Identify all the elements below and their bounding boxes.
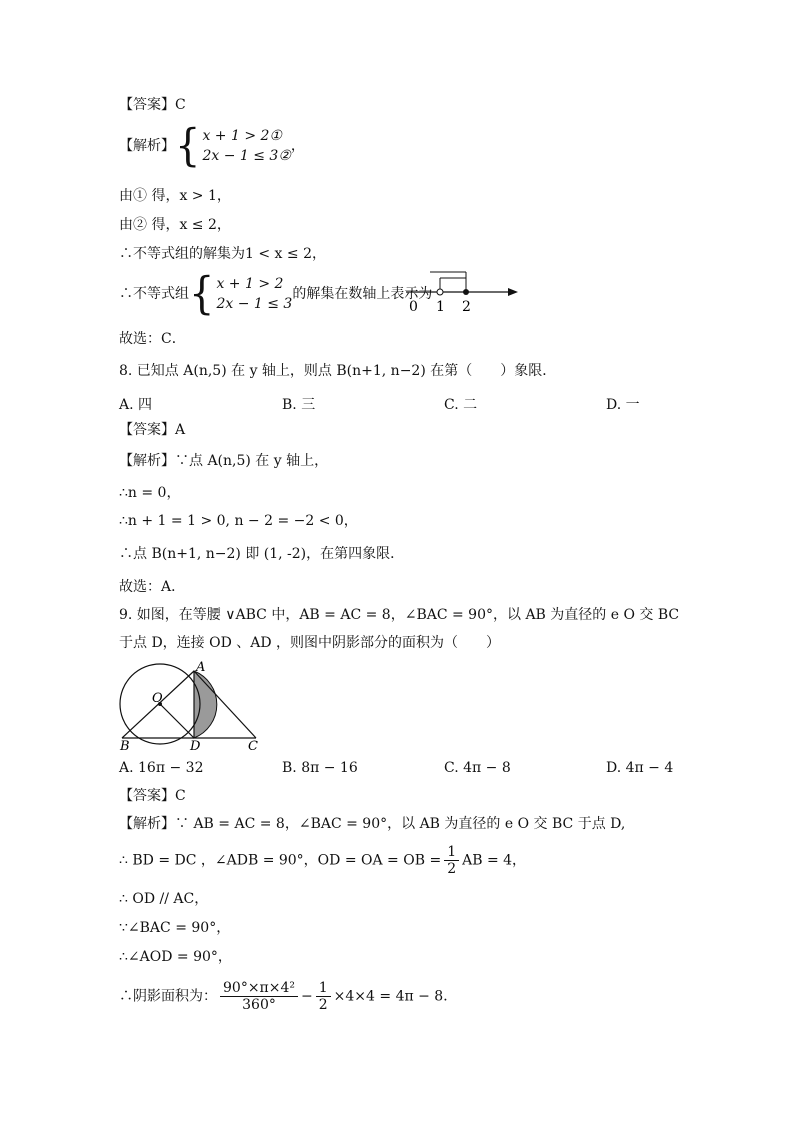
q8-option-a: A. 四 (119, 397, 153, 413)
tick-0: 0 (409, 299, 418, 315)
q7-system-2: x + 1 > 2 2x − 1 ≤ 3 (216, 276, 293, 312)
fraction-sector: $\frac{\text{90°×π×4²}}{360^\circ}$ (220, 980, 298, 1013)
q9-analysis-2: ∴ BD = DC ，∠ADB = 90°，OD = OA = OB = $\frac{1}{2}$ AB = 4， (119, 844, 527, 877)
q9-geometry-figure (112, 660, 272, 752)
q9-stem-1: 9. 如图，在等腰 ∨ABC 中，AB = AC = 8，∠BAC = 90°，以 AB 为直径的 e O 交 BC (119, 607, 680, 623)
q9-analysis-3: ∴ OD // AC， (119, 891, 209, 907)
q9-option-c: C. 4π − 8 (444, 760, 511, 776)
label-d: D (190, 739, 201, 752)
q8-answer: 【答案】A (119, 422, 186, 438)
q7-conclusion: 故选：C． (119, 331, 186, 347)
q7-step3: ∴不等式组的解集为1 < x ≤ 2， (119, 246, 326, 262)
label-o: O (152, 691, 163, 706)
q8-conclusion: 故选：A． (119, 579, 186, 595)
q9-option-d: D. 4π − 4 (606, 760, 674, 776)
q9-analysis-4: ∵∠BAC = 90°， (119, 920, 231, 936)
q8-stem: 8. 已知点 A(n,5) 在 y 轴上，则点 B(n+1, n−2) 在第（ ）象限． (119, 363, 557, 379)
q8-analysis-2: ∴n = 0， (119, 485, 181, 501)
q7-system: x + 1 > 2① 2x − 1 ≤ 3② (202, 128, 291, 164)
q7-answer: 【答案】C (119, 97, 186, 113)
brace-icon: { (189, 268, 215, 320)
label-b: B (120, 739, 130, 752)
q8-analysis-3: ∴n + 1 = 1 > 0, n − 2 = −2 < 0， (119, 513, 358, 529)
q9-analysis-5: ∴∠AOD = 90°， (119, 949, 232, 965)
q7-analysis-system: 【解析】{ x + 1 > 2① 2x − 1 ≤ 3② ， (119, 120, 305, 172)
fraction-triangle: $\frac{1}{2}$ (316, 980, 331, 1013)
q8-option-c: C. 二 (444, 397, 478, 413)
q7-step2: 由② 得，x ≤ 2， (119, 217, 231, 233)
brace-icon: { (175, 120, 201, 172)
q9-answer: 【答案】C (119, 788, 186, 804)
q8-option-d: D. 一 (606, 397, 640, 413)
q7-analysis-label: 【解析】 (119, 138, 175, 154)
q8-analysis-1: 【解析】∵点 A(n,5) 在 y 轴上， (119, 453, 329, 469)
q7-step1: 由① 得，x > 1， (119, 188, 231, 204)
q7-step4: ∴不等式组{ x + 1 > 2 2x − 1 ≤ 3 的解集在数轴上表示为 (119, 268, 433, 320)
q9-stem-2: 于点 D，连接 OD 、AD ，则图中阴影部分的面积为（ ） (119, 635, 501, 651)
q8-option-b: B. 三 (282, 397, 316, 413)
label-a: A (196, 660, 206, 675)
number-line (402, 270, 522, 316)
fraction-half: $\frac{1}{2}$ (444, 844, 459, 877)
q9-option-b: B. 8π − 16 (282, 760, 358, 776)
q9-option-a: A. 16π − 32 (119, 760, 204, 776)
tick-2: 2 (462, 299, 471, 315)
q8-analysis-4: ∴点 B(n+1, n−2) 即 (1, -2)，在第四象限． (119, 546, 405, 562)
tick-1: 1 (436, 299, 445, 315)
q9-analysis-6: ∴阴影面积为： $\frac{\text{90°×π×4²}}{360^\circ}$ − $\frac{1}{2}$ ×4×4 = 4π − 8． (119, 980, 458, 1013)
label-c: C (248, 739, 258, 752)
q9-analysis-1: 【解析】∵ AB = AC = 8，∠BAC = 90°，以 AB 为直径的 e O 交 BC 于点 D, (119, 816, 626, 832)
